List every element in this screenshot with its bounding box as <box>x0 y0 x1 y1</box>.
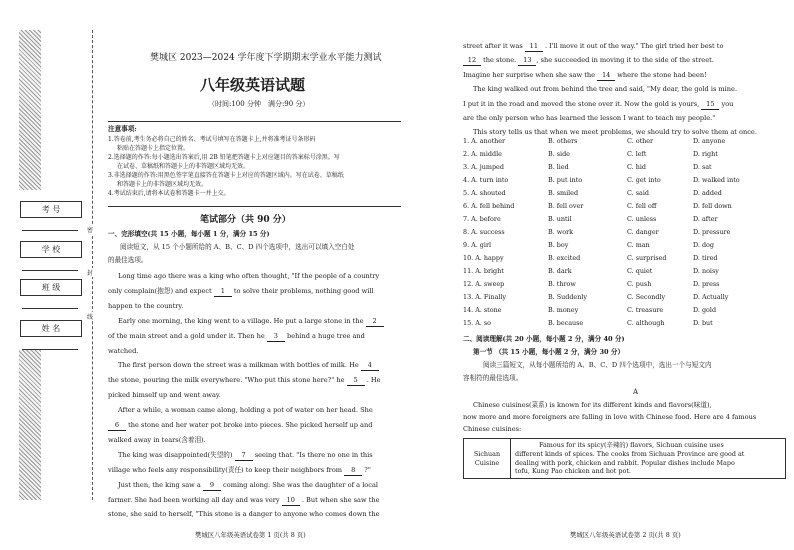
option-choice[interactable]: 5. A. shouted <box>463 189 506 197</box>
option-choice[interactable]: C. push <box>627 280 652 288</box>
part1-instruction: 阅读短文，从 15 个小题所给的 A、B、C、D 四个选项中，选出可以填入空白处 <box>120 243 355 251</box>
option-choice[interactable]: C. surprised <box>627 254 667 262</box>
notice-box <box>108 121 401 207</box>
passage-text: to solve their problems, nothing good will <box>233 286 374 295</box>
passage-line <box>108 436 206 445</box>
answer-blank[interactable]: 1 <box>214 287 232 297</box>
option-choice[interactable]: C. man <box>627 241 650 249</box>
option-choice[interactable]: C. Secondly <box>627 293 666 301</box>
passage-line <box>108 466 371 476</box>
answer-blank[interactable]: 6 <box>108 421 126 431</box>
option-choice[interactable]: 15. A. so <box>463 319 491 327</box>
seal-label: 封 <box>87 270 94 277</box>
cuisine-text: different kinds of spices. The cooks from Sichuan Province are good at <box>515 449 745 458</box>
option-choice[interactable]: D. after <box>693 215 718 223</box>
option-choice[interactable]: D. right <box>693 150 718 158</box>
option-choice[interactable]: D. fell down <box>693 202 732 210</box>
passage-text: . But when she saw the <box>301 495 380 504</box>
option-choice[interactable]: C. hid <box>627 163 646 171</box>
option-choice[interactable]: 14. A. stone <box>463 306 502 314</box>
option-choice[interactable]: 3. A. jumped <box>463 163 504 171</box>
option-choice[interactable]: C. treasure <box>627 306 664 314</box>
option-choice[interactable]: B. lied <box>548 163 569 171</box>
option-choice[interactable]: C. said <box>627 189 649 197</box>
passage-line <box>108 347 138 356</box>
passage-line <box>108 302 183 311</box>
seal-label: 密 <box>87 227 94 234</box>
option-choice[interactable]: C. quiet <box>627 267 653 275</box>
option-choice[interactable]: C. fell off <box>627 202 657 210</box>
page-title: 八年级英语试题 <box>200 76 306 94</box>
passage-letter: A <box>633 388 639 396</box>
passage-text: , she succeeded in moving it to the side of the street. <box>536 56 714 65</box>
notice-line: 粘贴在答题卡上指定位置。 <box>117 145 190 152</box>
answer-blank[interactable]: 4 <box>361 361 379 371</box>
section1-instruction: 容相符的最佳选项。 <box>463 374 523 382</box>
option-choice[interactable]: 8. A. success <box>463 228 505 236</box>
option-choice[interactable]: D. dog <box>693 241 714 249</box>
answer-blank[interactable]: 15 <box>701 100 719 110</box>
answer-blank[interactable]: 8 <box>344 466 362 476</box>
option-choice[interactable]: D. pressure <box>693 228 731 236</box>
option-choice[interactable]: B. smiled <box>548 189 579 197</box>
answer-blank[interactable]: 7 <box>235 451 253 461</box>
passage-line <box>118 317 384 327</box>
answer-blank[interactable]: 13 <box>518 56 536 66</box>
passage-text: behind a huge tree and <box>286 331 365 340</box>
page-footer: 樊城区八年级英语试卷第 2 页(共 8 页) <box>570 531 681 539</box>
section1-title: 第一节 （共 15 小题，每小题 2 分，满分 30 分） <box>473 348 625 356</box>
answer-blank[interactable]: 5 <box>347 376 365 386</box>
option-choice[interactable]: C. although <box>627 319 665 327</box>
passage-text: the stone. <box>483 56 517 65</box>
option-choice[interactable]: D. walked into <box>693 176 740 184</box>
option-choice[interactable]: 13. A. Finally <box>463 293 506 301</box>
passage-text: Imagine her surprise when she saw the <box>463 70 596 79</box>
passage-line <box>108 496 380 506</box>
option-choice[interactable]: B. because <box>548 319 584 327</box>
passage-line <box>463 56 714 66</box>
exam-header: 樊城区 2023—2024 学年度下学期期末学业水平能力测试 <box>150 53 382 63</box>
notice-line: 在试卷、草稿纸和答题卡上的非答题区域均无效。 <box>117 163 250 170</box>
cuisine-description <box>511 439 786 479</box>
passage-line <box>108 421 372 431</box>
option-choice[interactable]: D. Actually <box>693 293 729 301</box>
passage-text: street after it was <box>463 42 523 50</box>
option-choice[interactable]: 9. A. girl <box>463 241 492 249</box>
passage-text: This story tells us that when we meet problems, we should try to solve them at once. <box>473 128 757 137</box>
notice-line: 1.答卷前,考生务必将自己的姓名、考试号填写在答题卡上,并将准考证号条形码 <box>108 136 316 143</box>
option-choice[interactable]: C. unless <box>627 215 657 223</box>
passage-text: village who feels any responsibility(责任) to keep their neighbors from <box>108 465 343 474</box>
part2-title: 二、阅读理解(共 20 小题，每小题 2 分，满分 40 分) <box>463 335 625 343</box>
passage-text: the stone and her water pot broke into pieces. She picked herself up and <box>128 421 373 429</box>
answer-blank[interactable]: 12 <box>463 56 481 66</box>
passage-text: farmer. She had been working all day and was very <box>108 495 280 504</box>
passage-text: you <box>721 99 734 108</box>
passage-text: . I'll move it out of the way." The girl tried her best to <box>544 42 724 50</box>
cuisine-name: Sichuan Cuisine <box>464 439 511 479</box>
passage-line <box>118 481 378 491</box>
passage-text: The king was disappointed(失望的) <box>118 450 233 459</box>
seal-label: 线 <box>87 314 94 321</box>
option-choice[interactable]: D. tired <box>693 254 718 262</box>
passage-text: seeing that. "Is there no one in this <box>254 450 373 459</box>
answer-blank[interactable]: 2 <box>366 317 384 327</box>
cuisine-text: Famous for its spicy(辛辣的) flavors, Sichuan cuisine uses <box>539 441 724 449</box>
option-choice[interactable]: C. get into <box>627 176 661 184</box>
passage-line <box>463 100 733 110</box>
option-choice[interactable]: B. money <box>548 306 579 314</box>
option-choice[interactable]: 10. A. happy <box>463 254 504 262</box>
option-choice[interactable]: C. left <box>627 150 647 158</box>
option-choice[interactable]: B. dark <box>548 267 572 275</box>
option-choice[interactable]: B. Suddenly <box>548 293 587 301</box>
option-choice[interactable]: 6. A. fell behind <box>463 202 515 210</box>
section-title: 笔试部分（共 90 分） <box>200 215 291 225</box>
option-choice[interactable]: D. anyone <box>693 137 726 145</box>
school-label: 学 校 <box>20 241 82 258</box>
passage-text: The first person down the street was a milkman with bottles of milk. He <box>118 361 359 370</box>
exam-time-info: （时间:100 分钟 满分:90 分） <box>208 100 310 108</box>
option-choice[interactable]: 1. A. another <box>463 137 506 145</box>
part1-title: 一、完形填空(共 15 小题，每小题 1 分，满分 15 分) <box>108 230 270 238</box>
option-choice[interactable]: B. throw <box>548 280 576 288</box>
option-choice[interactable]: D. gold <box>693 306 717 314</box>
option-choice[interactable]: B. until <box>548 215 572 223</box>
passage-line <box>473 85 737 94</box>
passage-line <box>463 42 723 52</box>
option-choice[interactable]: D. sat <box>693 163 712 171</box>
option-choice[interactable]: C. other <box>627 137 654 145</box>
passage-text: Long time ago there was a king who often thought, "If the people of a country <box>118 272 380 280</box>
passage-text: ?" <box>364 465 371 474</box>
answer-blank[interactable]: 3 <box>267 332 285 342</box>
passage-text: the stone, pouring the milk everywhere. "Who put this stone here?" he <box>108 376 345 385</box>
passage-intro: Chinese cuisines: <box>463 425 522 433</box>
option-choice[interactable]: B. put into <box>548 176 583 184</box>
passage-text: where the stone had been! <box>617 70 707 79</box>
passage-text: coming along. She was the daughter of a local <box>223 480 379 489</box>
option-choice[interactable]: B. excited <box>548 254 581 262</box>
passage-text: walked away in tears(含着泪). <box>108 435 206 444</box>
passage-text: happen to the country. <box>108 301 184 310</box>
name-label: 姓 名 <box>20 320 82 337</box>
page-footer: 樊城区八年级英语试卷第 1 页(共 8 页) <box>195 531 306 539</box>
answer-blank[interactable]: 9 <box>203 481 221 491</box>
cuisine-text: tofu, Kung Pao chicken and hot pot. <box>515 467 631 476</box>
passage-line <box>108 391 221 400</box>
passage-text: watched. <box>108 346 139 355</box>
exam-number-label: 考 号 <box>20 201 82 218</box>
option-choice[interactable]: C. danger <box>627 228 659 236</box>
option-choice[interactable]: 2. A. middle <box>463 150 502 158</box>
passage-line <box>118 406 373 415</box>
passage-line <box>118 361 379 371</box>
option-choice[interactable]: B. side <box>548 150 570 158</box>
option-choice[interactable]: B. work <box>548 228 574 236</box>
passage-line <box>108 332 365 342</box>
passage-text: The king walked out from behind the tree and said, "My dear, the gold is mine. <box>473 85 738 94</box>
passage-line <box>108 510 379 519</box>
passage-text: only complain(抱怨) and expect <box>108 286 212 295</box>
passage-intro: now more and more foreigners are falling in love with Chinese food. Here are 4 famous <box>463 413 757 421</box>
passage-line <box>108 287 374 297</box>
passage-text: are the only person who has learned the lesson I want to teach my people." <box>463 114 716 122</box>
option-choice[interactable]: 7. A. before <box>463 215 501 223</box>
passage-line <box>108 376 381 386</box>
option-choice[interactable]: 4. A. turn into <box>463 176 509 184</box>
option-choice[interactable]: 11. A. bright <box>463 267 504 275</box>
passage-text: After a while, a woman came along, holding a pot of water on her head. She <box>118 406 373 415</box>
passage-text: . He <box>366 376 381 385</box>
option-choice[interactable]: D. but <box>693 319 713 327</box>
notice-line: 4.考试结束后,请将本试卷和答题卡一并上交。 <box>108 190 230 197</box>
answer-blank[interactable]: 11 <box>525 42 543 52</box>
passage-line <box>463 71 707 81</box>
option-choice[interactable]: B. fell over <box>548 202 584 210</box>
answer-blank[interactable]: 10 <box>282 496 300 506</box>
cuisine-table <box>463 438 786 479</box>
passage-text: Early one morning, the king went to a village. He put a large stone in the <box>118 316 364 325</box>
passage-text: picked himself up and went away. <box>108 391 221 400</box>
notice-line: 3.非选择题的作答:用黑色签字笔直接答在答题卡上对应的答题区域内。写在试卷、草稿纸 <box>108 172 344 179</box>
passage-intro: Chinese cuisines(菜系) is known for its different kinds and flavors(味道), <box>473 401 712 409</box>
passage-line <box>118 451 373 461</box>
passage-line <box>463 114 715 123</box>
cuisine-text: dealing with pork, chicken and rabbit. Popular dishes include Mapo <box>515 458 735 467</box>
passage-text: Just then, the king saw a <box>118 480 201 489</box>
class-label: 班 级 <box>20 279 82 296</box>
passage-text: of the main street and a gold under it. Then he <box>108 331 265 340</box>
notice-title: 注意事项: <box>108 125 137 133</box>
notice-line: 和答题卡上的非答题区域均无效。 <box>117 181 208 188</box>
passage-text: stone, she said to herself, "This stone is a danger to anyone who comes down the <box>108 510 380 519</box>
option-choice[interactable]: B. others <box>548 137 578 145</box>
option-choice[interactable]: 12. A. sweep <box>463 280 505 288</box>
option-choice[interactable]: B. boy <box>548 241 569 249</box>
option-choice[interactable]: D. added <box>693 189 722 197</box>
section1-instruction: 阅读三篇短文，从每小题所给的 A、B、C、D 四个选项中，选出一个与短文内 <box>483 361 712 369</box>
passage-line <box>118 272 379 281</box>
option-choice[interactable]: D. noisy <box>693 267 719 275</box>
notice-line: 2.选择题的作答:每小题选出答案后,用 2B 铅笔把答题卡上对应题目的答案标号涂黑。写 <box>108 154 340 161</box>
passage-text: I put it in the road and moved the stone over it. Now the gold is yours, <box>463 99 700 108</box>
answer-blank[interactable]: 14 <box>597 71 615 81</box>
option-choice[interactable]: D. press <box>693 280 720 288</box>
part1-instruction: 的最佳选项。 <box>108 256 148 264</box>
